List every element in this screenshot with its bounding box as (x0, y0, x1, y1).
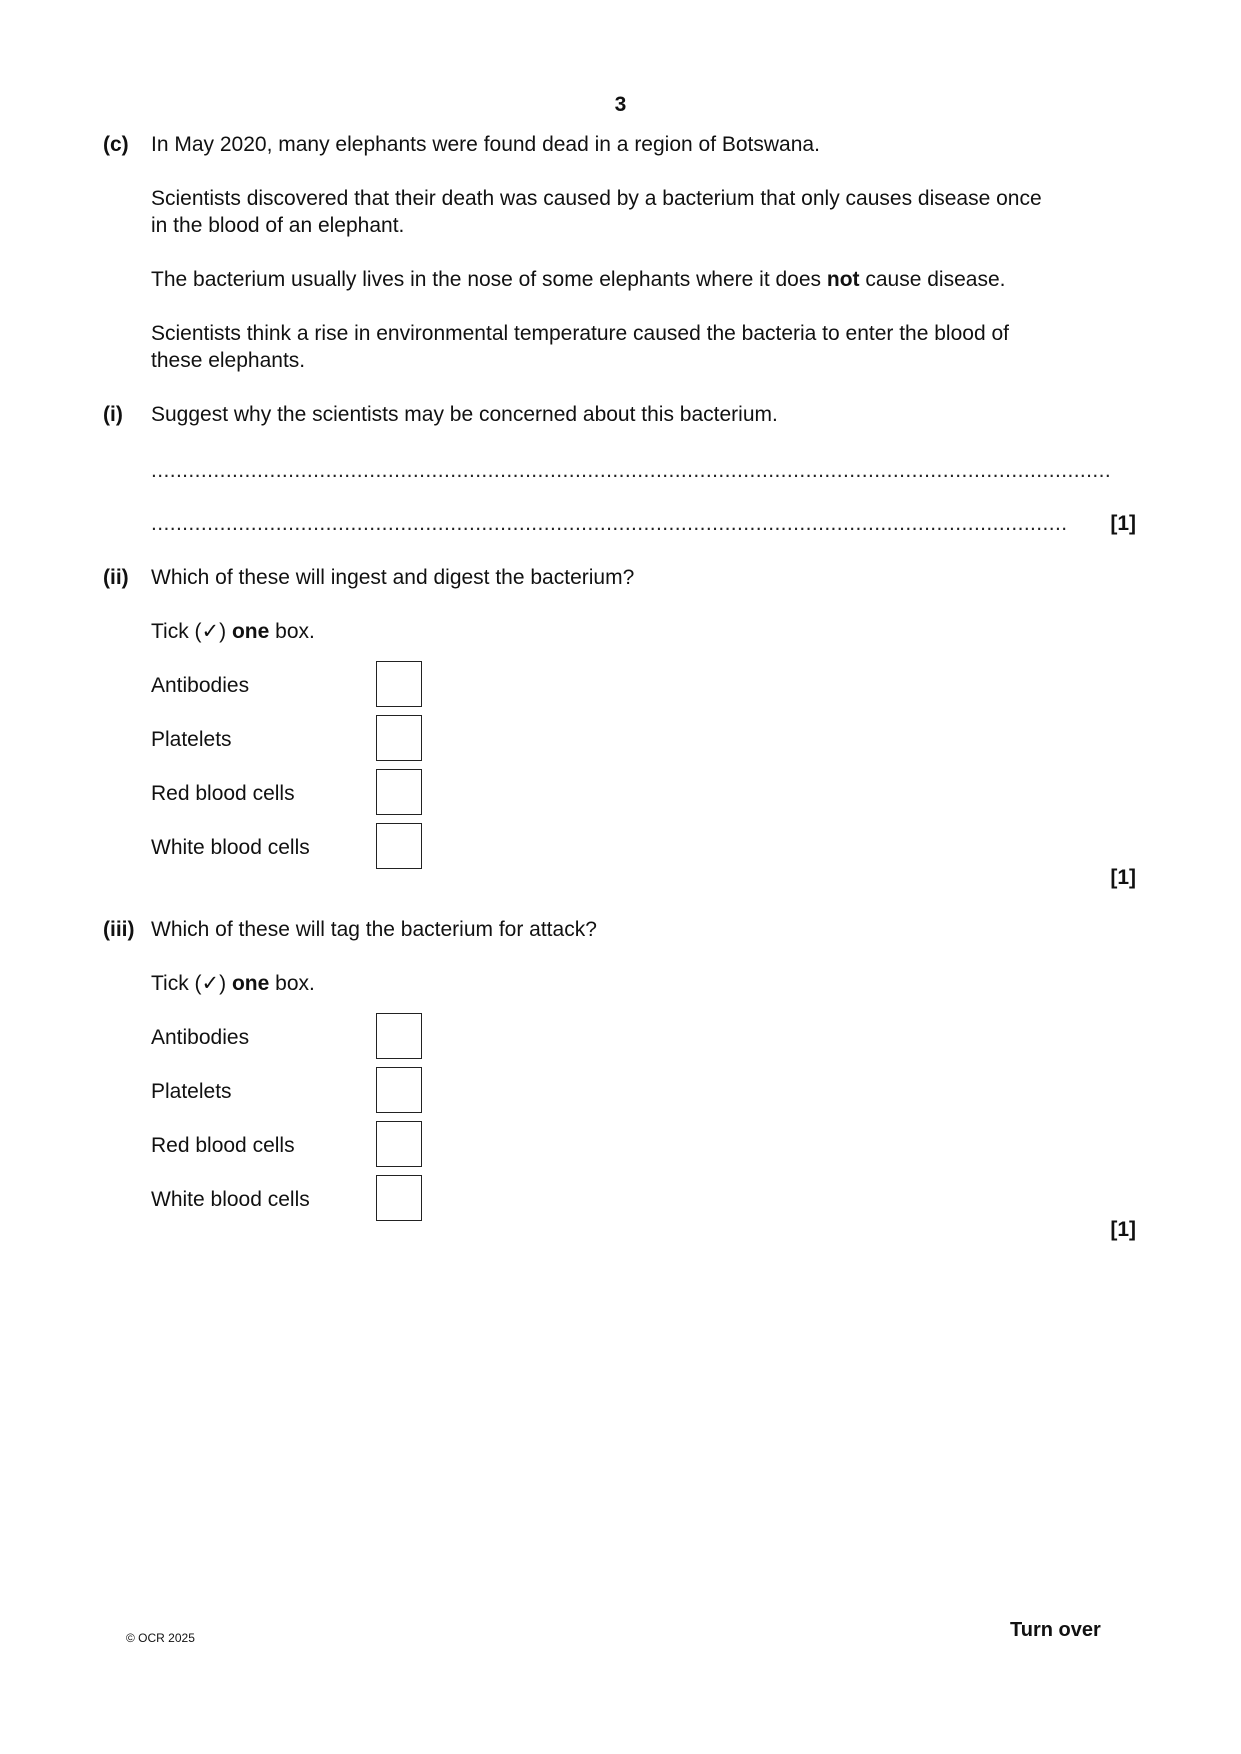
question-iii-label: (iii) (103, 918, 135, 941)
page-number: 3 (614, 93, 627, 116)
question-iii-option-checkbox[interactable] (376, 1175, 422, 1221)
part-c-para2-before: The bacterium usually lives in the nose of some elephants where it does (151, 268, 827, 291)
question-ii-option-label: Red blood cells (151, 782, 295, 805)
part-c-para1-line1: Scientists discovered that their death was caused by a bacterium that only causes disease once (151, 187, 1042, 210)
turn-over-label: Turn over (1010, 1619, 1101, 1641)
question-ii-mark: [1] (1110, 866, 1136, 889)
question-ii-option-label: Antibodies (151, 674, 250, 697)
question-ii-tick-after: box. (269, 620, 315, 643)
question-iii-mark: [1] (1110, 1218, 1136, 1241)
part-c-para1-line2: in the blood of an elephant. (151, 214, 405, 237)
question-ii-option-checkbox[interactable] (376, 823, 422, 869)
part-c-para2-bold: not (826, 268, 860, 291)
question-i-mark: [1] (1110, 512, 1136, 535)
part-c-para2-after: cause disease. (859, 268, 1006, 291)
answer-line-2[interactable]: ................................................................................................................................................... (151, 512, 1068, 535)
question-iii-option-label: Platelets (151, 1080, 232, 1103)
question-iii-option-checkbox[interactable] (376, 1121, 422, 1167)
question-ii-instruction (151, 619, 315, 645)
question-ii-option-checkbox[interactable] (376, 715, 422, 761)
question-ii-option-label: White blood cells (151, 836, 310, 859)
part-c-label: (c) (103, 133, 129, 156)
question-ii-label: (ii) (103, 566, 129, 589)
part-c-para2 (151, 267, 1005, 293)
question-ii-text: Which of these will ingest and digest the bacterium? (151, 566, 635, 589)
question-ii-tick-before: Tick (✓) (151, 620, 232, 643)
question-iii-text: Which of these will tag the bacterium for attack? (151, 918, 597, 941)
question-iii-instruction (151, 971, 315, 997)
question-i-label: (i) (103, 403, 123, 426)
question-iii-option-label: White blood cells (151, 1188, 310, 1211)
copyright-notice: © OCR 2025 (126, 1631, 195, 1645)
question-iii-tick-before: Tick (✓) (151, 972, 232, 995)
question-iii-option-label: Red blood cells (151, 1134, 295, 1157)
part-c-para3-line1: Scientists think a rise in environmental temperature caused the bacteria to enter the blood of (151, 322, 1009, 345)
answer-line-1[interactable]: .......................................................................................................................................................... (151, 459, 1112, 482)
question-iii-option-checkbox[interactable] (376, 1067, 422, 1113)
question-i-text: Suggest why the scientists may be concerned about this bacterium. (151, 403, 778, 426)
question-iii-option-checkbox[interactable] (376, 1013, 422, 1059)
question-ii-tick-bold: one (231, 620, 270, 643)
part-c-para3-line2: these elephants. (151, 349, 306, 372)
question-ii-option-checkbox[interactable] (376, 769, 422, 815)
question-ii-option-label: Platelets (151, 728, 232, 751)
question-ii-option-checkbox[interactable] (376, 661, 422, 707)
question-iii-option-label: Antibodies (151, 1026, 250, 1049)
question-iii-tick-after: box. (269, 972, 315, 995)
part-c-intro: In May 2020, many elephants were found dead in a region of Botswana. (151, 133, 820, 156)
question-iii-tick-bold: one (231, 972, 270, 995)
